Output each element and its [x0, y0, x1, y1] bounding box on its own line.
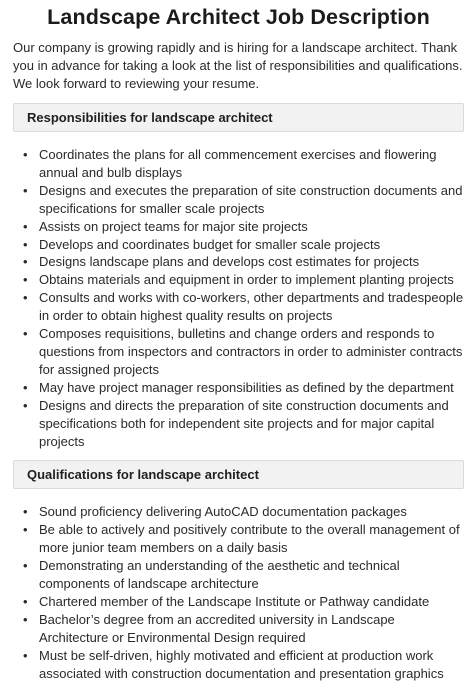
list-item: [23, 397, 464, 451]
list-item: [23, 647, 464, 683]
bullet-icon: •: [23, 558, 28, 574]
list-item: [23, 325, 464, 379]
bullet-icon: •: [23, 522, 28, 538]
bullet-icon: •: [23, 379, 28, 395]
list-item-text: Develops and coordinates budget for smaller scale projects: [39, 236, 381, 252]
intro-paragraph: Our company is growing rapidly and is hiring for a landscape architect. Thank you in advance for taking a look at the list of responsibilities and qualifications. We look forward to reviewing your resume.: [13, 40, 463, 91]
bullet-icon: •: [23, 504, 28, 520]
bullet-icon: •: [23, 147, 28, 162]
list-item-text: Bachelor’s degree from an accredited university in Landscape Architecture or Environmental Design required: [39, 611, 395, 645]
list-item: [23, 236, 464, 254]
list-item-text: Be able to actively and positively contribute to the overall management of more junior team members on a daily basis: [39, 522, 460, 556]
list-item-text: Must be self-driven, highly motivated and efficient at production work associated with construction documentation and presentation graphics: [39, 647, 444, 681]
list-item-text: Coordinates the plans for all commencement exercises and flowering annual and bulb displays: [39, 147, 437, 180]
list-item: [23, 379, 464, 397]
list-item-text: Assists on project teams for major site projects: [39, 218, 308, 234]
qualifications-heading: Qualifications for landscape architect: [13, 460, 464, 489]
list-item: [23, 593, 464, 611]
list-item-text: Sound proficiency delivering AutoCAD documentation packages: [39, 504, 407, 520]
list-item: [23, 521, 464, 557]
list-item-text: Designs and executes the preparation of site construction documents and specifications for smaller scale projects: [39, 182, 463, 216]
list-item: [23, 289, 464, 325]
list-item: [23, 611, 464, 647]
bullet-icon: •: [23, 218, 28, 234]
page-title: Landscape Architect Job Description: [47, 5, 430, 29]
list-item-text: Chartered member of the Landscape Institute or Pathway candidate: [39, 593, 430, 609]
bullet-icon: •: [23, 290, 28, 306]
list-item-text: Consults and works with co-workers, other departments and tradespeople in order to obtain highest quality results on projects: [39, 290, 464, 324]
responsibilities-heading: Responsibilities for landscape architect: [13, 103, 464, 132]
responsibilities-list: [13, 146, 464, 450]
list-item: [23, 218, 464, 236]
list-item-text: May have project manager responsibilities as defined by the department: [39, 379, 454, 395]
list-item-text: Designs landscape plans and develops cost estimates for projects: [39, 254, 420, 270]
list-item-text: Designs and directs the preparation of site construction documents and specifications both for independent site projects and for major capital projects: [39, 397, 449, 449]
bullet-icon: •: [23, 182, 28, 198]
list-item: [23, 503, 464, 521]
list-item: [23, 253, 464, 271]
bullet-icon: •: [23, 647, 28, 663]
list-item: [23, 182, 464, 218]
bullet-icon: •: [23, 397, 28, 413]
list-item: [23, 146, 464, 182]
qualifications-list: [13, 503, 464, 682]
list-item: [23, 271, 464, 289]
list-item: [23, 557, 464, 593]
list-item-text: Composes requisitions, bulletins and change orders and responds to questions from inspectors and contractors in order to administer contracts for assigned projects: [39, 326, 463, 377]
bullet-icon: •: [23, 611, 28, 627]
bullet-icon: •: [23, 326, 28, 342]
list-item-text: Demonstrating an understanding of the aesthetic and technical components of landscape architecture: [39, 558, 400, 592]
bullet-icon: •: [23, 272, 28, 288]
bullet-icon: •: [23, 254, 28, 270]
list-item-text: Obtains materials and equipment in order to implement planting projects: [39, 272, 454, 288]
bullet-icon: •: [23, 593, 28, 609]
bullet-icon: •: [23, 236, 28, 252]
